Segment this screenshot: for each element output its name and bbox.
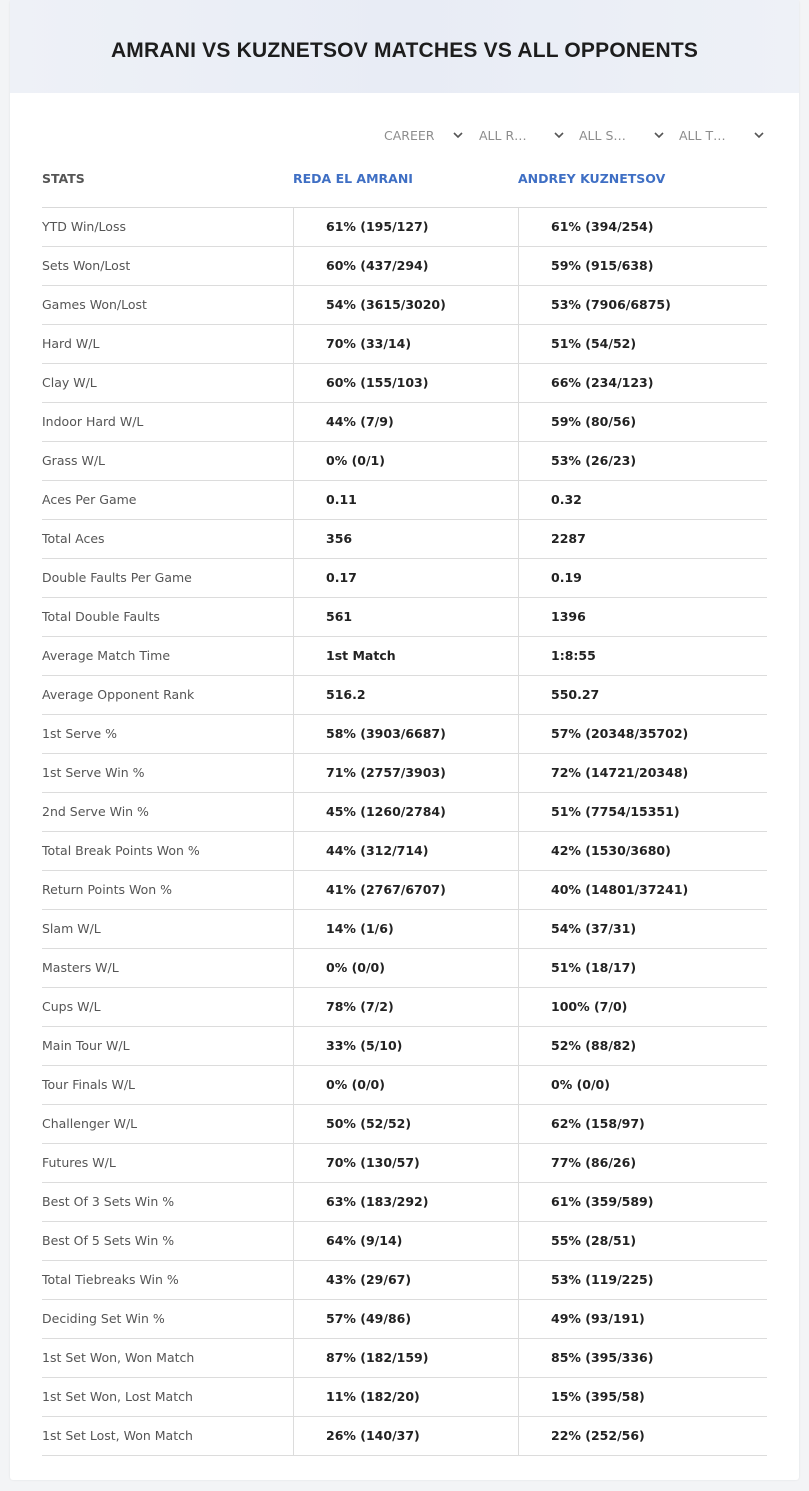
- table-row: [42, 871, 767, 910]
- stat-label: Grass W/L: [42, 453, 106, 468]
- table-row: [42, 793, 767, 832]
- stat-label: Games Won/Lost: [42, 297, 147, 312]
- player1-value: 561: [293, 598, 518, 636]
- player2-value: 59% (80/56): [518, 403, 767, 441]
- player2-value: 59% (915/638): [518, 247, 767, 285]
- player1-value: 87% (182/159): [293, 1339, 518, 1377]
- table-row: [42, 1378, 767, 1417]
- table-row: [42, 481, 767, 520]
- table-row: [42, 364, 767, 403]
- table-row: [42, 988, 767, 1027]
- player1-value: 64% (9/14): [293, 1222, 518, 1260]
- player1-value: 44% (7/9): [293, 403, 518, 441]
- player2-value: 51% (54/52): [518, 325, 767, 363]
- stat-label: Sets Won/Lost: [42, 258, 131, 273]
- chevron-down-icon: [653, 129, 665, 141]
- table-row: [42, 1339, 767, 1378]
- player1-value: 43% (29/67): [293, 1261, 518, 1299]
- player1-value: 44% (312/714): [293, 832, 518, 870]
- player2-value: 72% (14721/20348): [518, 754, 767, 792]
- filter-bar: [10, 120, 799, 150]
- player2-value: 2287: [518, 520, 767, 558]
- chevron-down-icon: [553, 129, 565, 141]
- player1-value: 60% (437/294): [293, 247, 518, 285]
- stat-label: Total Tiebreaks Win %: [42, 1272, 179, 1287]
- player2-value: 53% (7906/6875): [518, 286, 767, 324]
- stat-label: Return Points Won %: [42, 882, 173, 897]
- player2-value: 52% (88/82): [518, 1027, 767, 1065]
- player1-value: 57% (49/86): [293, 1300, 518, 1338]
- player2-value: 0.19: [518, 559, 767, 597]
- stat-label: Slam W/L: [42, 921, 101, 936]
- table-row: [42, 559, 767, 598]
- player1-value: 78% (7/2): [293, 988, 518, 1026]
- stat-label: Double Faults Per Game: [42, 570, 192, 585]
- player1-value: 71% (2757/3903): [293, 754, 518, 792]
- stat-label: YTD Win/Loss: [42, 219, 126, 234]
- player2-value: 15% (395/58): [518, 1378, 767, 1416]
- player2-value: 40% (14801/37241): [518, 871, 767, 909]
- player2-column-header[interactable]: ANDREY KUZNETSOV: [518, 171, 666, 186]
- chevron-down-icon: [753, 129, 765, 141]
- stat-label: 1st Serve %: [42, 726, 118, 741]
- chevron-down-icon: [452, 129, 464, 141]
- player2-value: 62% (158/97): [518, 1105, 767, 1143]
- player2-value: 61% (394/254): [518, 208, 767, 246]
- table-row: [42, 754, 767, 793]
- stat-label: Challenger W/L: [42, 1116, 138, 1131]
- player2-value: 53% (119/225): [518, 1261, 767, 1299]
- player1-value: 60% (155/103): [293, 364, 518, 402]
- stat-label: Total Break Points Won %: [42, 843, 200, 858]
- table-row: [42, 1300, 767, 1339]
- round-filter-label: ALL R…: [479, 127, 527, 143]
- player1-value: 0% (0/0): [293, 949, 518, 987]
- player1-value: 356: [293, 520, 518, 558]
- table-row: [42, 1183, 767, 1222]
- page-title: AMRANI VS KUZNETSOV MATCHES VS ALL OPPONENTS: [110, 38, 699, 62]
- player2-value: 66% (234/123): [518, 364, 767, 402]
- surface-filter-label: ALL S…: [579, 127, 626, 143]
- player2-value: 0% (0/0): [518, 1066, 767, 1104]
- player1-value: 0.17: [293, 559, 518, 597]
- table-row: [42, 1027, 767, 1066]
- table-header: [42, 160, 767, 208]
- stat-label: 1st Set Lost, Won Match: [42, 1428, 193, 1443]
- player1-value: 45% (1260/2784): [293, 793, 518, 831]
- player1-value: 63% (183/292): [293, 1183, 518, 1221]
- stat-label: Cups W/L: [42, 999, 101, 1014]
- career-filter-label: CAREER: [384, 127, 435, 143]
- stat-label: Hard W/L: [42, 336, 100, 351]
- player1-value: 0% (0/1): [293, 442, 518, 480]
- table-row: [42, 403, 767, 442]
- player2-value: 85% (395/336): [518, 1339, 767, 1377]
- stat-label: 1st Set Won, Won Match: [42, 1350, 195, 1365]
- player1-value: 58% (3903/6687): [293, 715, 518, 753]
- player1-value: 0% (0/0): [293, 1066, 518, 1104]
- player1-value: 70% (130/57): [293, 1144, 518, 1182]
- page-header: [10, 0, 799, 93]
- table-row: [42, 910, 767, 949]
- table-row: [42, 637, 767, 676]
- round-filter-select[interactable]: [479, 120, 565, 150]
- player1-value: 61% (195/127): [293, 208, 518, 246]
- table-row: [42, 1222, 767, 1261]
- player2-value: 550.27: [518, 676, 767, 714]
- player2-value: 100% (7/0): [518, 988, 767, 1026]
- player1-value: 50% (52/52): [293, 1105, 518, 1143]
- player1-value: 14% (1/6): [293, 910, 518, 948]
- player2-value: 51% (18/17): [518, 949, 767, 987]
- table-row: [42, 1066, 767, 1105]
- stat-label: 1st Set Won, Lost Match: [42, 1389, 193, 1404]
- player1-value: 0.11: [293, 481, 518, 519]
- player2-value: 53% (26/23): [518, 442, 767, 480]
- stat-label: Total Double Faults: [42, 609, 160, 624]
- player2-value: 1396: [518, 598, 767, 636]
- player1-value: 41% (2767/6707): [293, 871, 518, 909]
- table-row: [42, 1144, 767, 1183]
- stat-label: Tour Finals W/L: [42, 1077, 136, 1092]
- stats-column-header: STATS: [42, 171, 85, 186]
- table-row: [42, 1105, 767, 1144]
- tournament-filter-label: ALL T…: [679, 127, 726, 143]
- tournament-filter-select[interactable]: [679, 120, 765, 150]
- table-row: [42, 247, 767, 286]
- stat-label: Aces Per Game: [42, 492, 137, 507]
- stats-table: [42, 160, 767, 1456]
- stats-card: [10, 0, 799, 1480]
- stat-label: 1st Serve Win %: [42, 765, 145, 780]
- table-row: [42, 208, 767, 247]
- player1-value: 11% (182/20): [293, 1378, 518, 1416]
- player2-value: 55% (28/51): [518, 1222, 767, 1260]
- table-row: [42, 1261, 767, 1300]
- table-row: [42, 832, 767, 871]
- stat-label: Average Opponent Rank: [42, 687, 195, 702]
- stat-label: Total Aces: [42, 531, 105, 546]
- table-row: [42, 442, 767, 481]
- player2-value: 22% (252/56): [518, 1417, 767, 1455]
- player2-value: 61% (359/589): [518, 1183, 767, 1221]
- player1-value: 1st Match: [293, 637, 518, 675]
- player1-value: 26% (140/37): [293, 1417, 518, 1455]
- stat-label: Main Tour W/L: [42, 1038, 130, 1053]
- stat-label: Average Match Time: [42, 648, 171, 663]
- table-row: [42, 715, 767, 754]
- stat-label: Clay W/L: [42, 375, 97, 390]
- player2-value: 57% (20348/35702): [518, 715, 767, 753]
- table-row: [42, 325, 767, 364]
- player1-value: 33% (5/10): [293, 1027, 518, 1065]
- table-row: [42, 949, 767, 988]
- stat-label: Indoor Hard W/L: [42, 414, 144, 429]
- player2-value: 42% (1530/3680): [518, 832, 767, 870]
- player2-value: 51% (7754/15351): [518, 793, 767, 831]
- player2-value: 0.32: [518, 481, 767, 519]
- table-row: [42, 676, 767, 715]
- table-row: [42, 598, 767, 637]
- player1-column-header[interactable]: REDA EL AMRANI: [293, 171, 413, 186]
- table-body: [42, 208, 767, 1456]
- player2-value: 1:8:55: [518, 637, 767, 675]
- player2-value: 49% (93/191): [518, 1300, 767, 1338]
- stat-label: Futures W/L: [42, 1155, 116, 1170]
- stat-label: Best Of 3 Sets Win %: [42, 1194, 175, 1209]
- player1-value: 516.2: [293, 676, 518, 714]
- stat-label: Best Of 5 Sets Win %: [42, 1233, 175, 1248]
- stat-label: Masters W/L: [42, 960, 119, 975]
- player2-value: 54% (37/31): [518, 910, 767, 948]
- surface-filter-select[interactable]: [579, 120, 665, 150]
- stat-label: Deciding Set Win %: [42, 1311, 165, 1326]
- player1-value: 54% (3615/3020): [293, 286, 518, 324]
- table-row: [42, 286, 767, 325]
- career-filter-select[interactable]: [384, 120, 464, 150]
- stat-label: 2nd Serve Win %: [42, 804, 149, 819]
- player2-value: 77% (86/26): [518, 1144, 767, 1182]
- table-row: [42, 1417, 767, 1456]
- player1-value: 70% (33/14): [293, 325, 518, 363]
- table-row: [42, 520, 767, 559]
